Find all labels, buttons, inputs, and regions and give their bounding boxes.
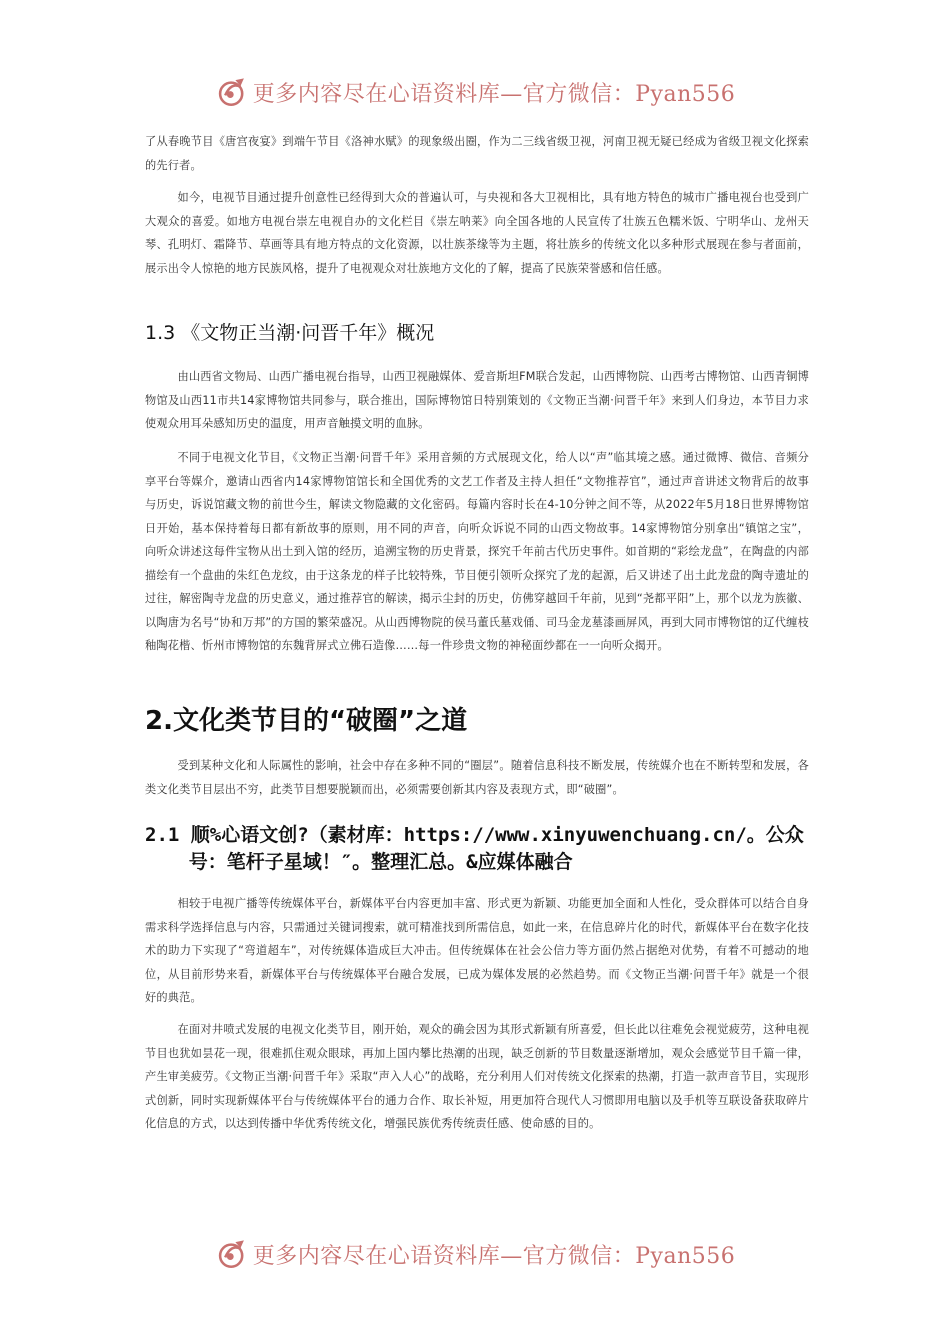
paragraph: 如今，电视节目通过提升创意性已经得到大众的普遍认可，与央视和各大卫视相比，具有地方特色的城市广播电视台也受到广大观众的喜爱。如地方电视台崇左电视自办的文化栏目《崇左呐莱》向全国各地的人民宣传了壮族五色糯米饭、宁明华山、龙州天琴、孔明灯、霜降节、草画等具有地方特点的文化资源，以壮族茶缘等为主题，将壮族乡的传统文化以多种形式展现在参与者面前，展示出令人惊艳的地方民族风格，提升了电视观众对壮族地方文化的了解，提高了民族荣誉感和信任感。 [145,191,809,275]
paragraph: 了从春晚节目《唐宫夜宴》到端午节目《洛神水赋》的现象级出圈，作为二三线省级卫视，河南卫视无疑已经成为省级卫视文化探索的先行者。 [145,135,809,172]
section-heading: 2.1 顺%心语文创?（素材库：https://www.xinyuwenchuang.cn/。公众号：笔杆子星域！″。整理汇总。&应媒体融合 [145,824,804,873]
paragraph-circles [145,754,809,801]
section-heading-1-3 [145,318,809,345]
footer-banner [0,1234,950,1274]
header-banner [0,72,950,112]
section-heading-2-1 [145,822,809,876]
paragraph-local-tv [145,186,809,280]
paragraph-overview [145,365,809,436]
paragraph: 相较于电视广播等传统媒体平台，新媒体平台内容更加丰富、形式更为新颖、功能更加全面和人性化，受众群体可以结合自身需求科学选择信息与内容，只需通过关键词搜索，就可精准找到所需信息，如此一来，在信息碎片化的时代，新媒体平台在数字化技术的助力下实现了“弯道超车”，对传统媒体造成巨大冲击。但传统媒体在社会公信力等方面仍然占据绝对优势，有着不可撼动的地位，从目前形势来看，新媒体平台与传统媒体平台融合发展，已成为媒体发展的必然趋势。而《文物正当潮·问晋千年》就是一个很好的典范。 [145,897,809,1004]
paragraph-continuation [145,130,809,177]
paragraph-audio [145,446,809,658]
paragraph-new-media [145,892,809,1010]
banner-text: 更多内容尽在心语资料库—官方微信：Pyan556 [252,81,736,107]
banner-text: 更多内容尽在心语资料库—官方微信：Pyan556 [252,1243,736,1269]
brand-logo-icon [215,1237,249,1271]
paragraph: 由山西省文物局、山西广播电视台指导，山西卫视融媒体、爱音斯坦FM联合发起，山西博物院、山西考古博物馆、山西青铜博物馆及山西11市共14家博物馆共同参与，联合推出，国际博物馆日特别策划的《文物正当潮·问晋千年》来到人们身边，本节目力求使观众用耳朵感知历史的温度，用声音触摸文明的血脉。 [145,370,809,430]
brand-logo-icon [215,75,249,109]
paragraph-innovation [145,1018,809,1136]
chapter-heading: 2.文化类节目的“破圈”之道 [145,706,468,736]
paragraph: 在面对井喷式发展的电视文化类节目，刚开始，观众的确会因为其形式新颖有所喜爱，但长此以往难免会视觉疲劳，这种电视节目也犹如昙花一现，很难抓住观众眼球，再加上国内攀比热潮的出现，缺乏创新的节目数量逐渐增加，观众会感觉节目千篇一律，产生审美疲劳。《文物正当潮·问晋千年》采取“声入人心”的战略，充分利用人们对传统文化探索的热潮，打造一款声音节目，实现形式创新，同时实现新媒体平台与传统媒体平台的通力合作、取长补短，用更加符合现代人习惯即用电脑以及手机等互联设备获取碎片化信息的方式，以达到传播中华优秀传统文化，增强民族优秀传统责任感、使命感的目的。 [145,1023,809,1130]
paragraph: 不同于电视文化节目，《文物正当潮·问晋千年》采用音频的方式展现文化，给人以“声”临其境之感。通过微博、微信、音频分享平台等媒介，邀请山西省内14家博物馆馆长和全国优秀的文艺工作者及主持人担任“文物推荐官”，通过声音讲述文物背后的故事与历史，诉说馆藏文物的前世今生，解读文物隐藏的文化密码。每篇内容时长在4-10分钟之间不等，从2022年5月18日世界博物馆日开始，基本保持着每日都有新故事的原则，用不同的声音，向听众诉说不同的山西文物故事。14家博物馆分别拿出“镇馆之宝”，向听众讲述这每件宝物从出土到入馆的经历，追溯宝物的历史背景，探究千年前古代历史事件。如首期的“彩绘龙盘”，在陶盘的内部描绘有一个盘曲的朱红色龙纹，由于这条龙的样子比较特殊，节目便引领听众探究了龙的起源，后又讲述了出土此龙盘的陶寺遗址的过往，解密陶寺龙盘的历史意义，通过推荐官的解读，揭示尘封的历史，仿佛穿越回千年前，见到“尧都平阳”上，那个以龙为族徽、以陶唐为名号“协和万邦”的方国的繁荣盛况。从山西博物院的侯马董氏墓戏俑、司马金龙墓漆画屏风，再到大同市博物馆的辽代缠枝釉陶花楷、忻州市博物馆的东魏背屏式立佛石造像……每一件珍贵文物的神秘面纱都在一一向听众揭开。 [145,451,809,652]
section-heading-2 [145,700,809,737]
paragraph: 受到某种文化和人际属性的影响，社会中存在多种不同的“圈层”。随着信息科技不断发展，传统媒介也在不断转型和发展，各类文化类节目层出不穷，此类节目想要脱颖而出，必须需要创新其内容及表现方式，即“破圈”。 [145,759,809,796]
section-heading: 1.3 《文物正当潮·问晋千年》概况 [145,322,435,344]
